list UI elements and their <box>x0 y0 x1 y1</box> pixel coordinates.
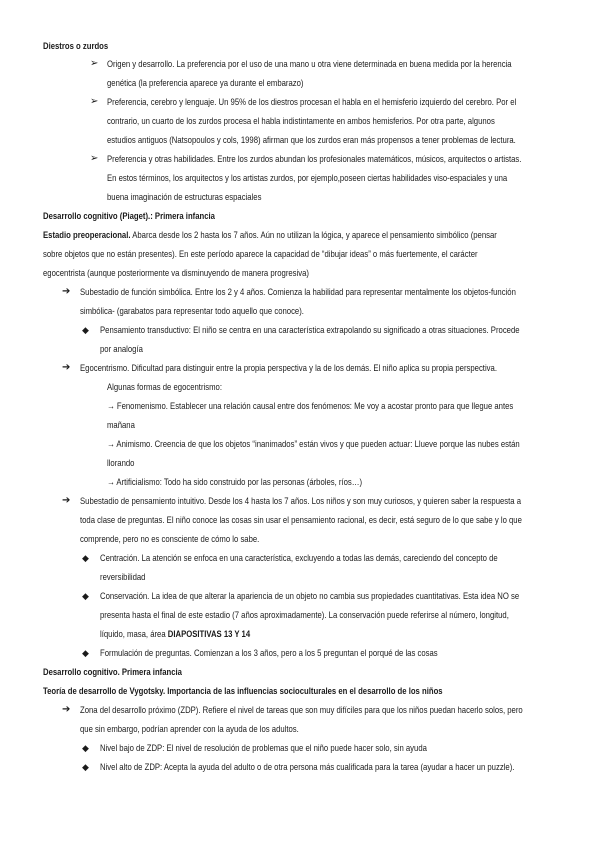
bullet-line: Centración. La atención se enfoca en una característica, excluyendo a todas las demás, careciendo del concepto de <box>100 553 498 563</box>
bullet-line: toda clase de preguntas. El niño conoce las cosas sin usar el pensamiento racional, es decir, está seguro de lo que sabe y lo que <box>80 515 522 525</box>
egocentrism-forms-line: → Animismo. Creencia de que los objetos “inanimados” están vivos y que pueden actuar: Llueve porque las nubes están <box>107 439 520 449</box>
egocentrism-forms-line: mañana <box>107 420 135 430</box>
bullet-line: estudios antiguos (Natsopoulos y cols, 1998) afirman que los zurdos eran más propensos a tener problemas de lectura. <box>107 135 516 145</box>
bullet-line: Pensamiento transductivo: El niño se centra en una característica extrapolando su significado a otras situaciones. Procede <box>100 325 520 335</box>
bullet-line: genética (la preferencia aparece ya durante el embarazo) <box>107 78 304 88</box>
bullet-line: En estos términos, los arquitectos y los artistas zurdos, por ejemplo,poseen ciertas habilidades viso-espaciales y una <box>107 173 508 183</box>
bullet-line: Preferencia y otras habilidades. Entre los zurdos abundan los profesionales matemáticos, músicos, arquitectos o artistas. <box>107 154 522 164</box>
diamond-bullet-icon: ◆ <box>82 762 89 772</box>
slides-reference: DIAPOSITIVAS 13 Y 14 <box>167 629 251 639</box>
bullet-line: Subestadio de pensamiento intuitivo. Desde los 4 hasta los 7 años. Los niños y son muy curiosos, y quieren saber la respuesta a <box>80 496 522 506</box>
bullet-line: buena imaginación de estructuras espaciales <box>107 192 262 202</box>
egocentrism-forms-line: llorando <box>107 458 135 468</box>
bullet-line: Zona del desarrollo próximo (ZDP). Refiere el nivel de tareas que son muy difíciles para que los niños puedan hacerlo solos, pero <box>80 705 523 715</box>
diamond-bullet-icon: ◆ <box>82 553 89 563</box>
bullet-line: Conservación. La idea de que alterar la apariencia de un objeto no cambia sus propiedades cuantitativas. Esta idea NO se <box>100 591 520 601</box>
intro-text: Abarca desde los 2 hasta los 7 años. Aún no utilizan la lógica, y aparece el pensamiento simbólico (pensar <box>130 230 497 240</box>
bullet-line: Origen y desarrollo. La preferencia por el uso de una mano u otra viene determinada en buena medida por la herencia <box>107 59 512 69</box>
arrow-bullet-icon: ➔ <box>62 362 71 373</box>
section-subheading: Teoría de desarrollo de Vygotsky. Importancia de las influencias socioculturales en el desarrollo de los niños <box>43 686 443 696</box>
diamond-bullet-icon: ◆ <box>82 591 89 601</box>
bullet-line <box>100 628 250 640</box>
section-heading: Desarrollo cognitivo. Primera infancia <box>43 667 182 677</box>
diamond-bullet-icon: ◆ <box>82 743 89 753</box>
bullet-line: contrario, un cuarto de los zurdos procesa el habla indistintamente en ambos hemisferios. Por otra parte, algunos <box>107 116 495 126</box>
arrow-bullet-icon: ➔ <box>62 704 71 715</box>
paragraph-line <box>43 229 497 241</box>
conservation-text: líquido, masa, área <box>100 629 168 639</box>
bullet-line: Subestadio de función simbólica. Entre los 2 y 4 años. Comienza la habilidad para representar mentalmente los objetos-función <box>80 287 516 297</box>
section-heading: Desarrollo cognitivo (Piaget).: Primera infancia <box>43 211 215 221</box>
arrowhead-bullet-icon: ➢ <box>90 96 99 107</box>
bullet-line: comprende, pero no es consciente de cómo lo sabe. <box>80 534 260 544</box>
bullet-line: Nivel bajo de ZDP: El nivel de resolución de problemas que el niño puede hacer solo, sin ayuda <box>100 743 427 753</box>
bullet-line: por analogía <box>100 344 143 354</box>
bullet-line: Egocentrismo. Dificultad para distinguir entre la propia perspectiva y la de los demás. El niño aplica su propia perspectiva. <box>80 363 497 373</box>
diamond-bullet-icon: ◆ <box>82 648 89 658</box>
egocentrism-forms-line: → Fenomenismo. Establecer una relación causal entre dos fenómenos: Me voy a acostar pronto para que llegue antes <box>107 401 514 411</box>
bullet-line: reversibilidad <box>100 572 146 582</box>
intro-bold-label: Estadio preoperacional. <box>43 230 131 240</box>
section-heading: Diestros o zurdos <box>43 41 109 51</box>
bullet-line: simbólica- (garabatos para representar todo aquello que conoce). <box>80 306 304 316</box>
arrowhead-bullet-icon: ➢ <box>90 153 99 164</box>
paragraph-line: egocentrista (aunque posteriormente va disminuyendo de manera progresiva) <box>43 268 309 278</box>
bullet-line: Formulación de preguntas. Comienzan a los 3 años, pero a los 5 preguntan el porqué de las cosas <box>100 648 438 658</box>
bullet-line: presenta hasta el final de este estadio (7 años aproximadamente). La conservación puede referirse al número, longitud, <box>100 610 509 620</box>
egocentrism-forms-line: Algunas formas de egocentrismo: <box>107 382 222 392</box>
bullet-line: Preferencia, cerebro y lenguaje. Un 95% de los diestros procesan el habla en el hemisferio izquierdo del cerebro. Por el <box>107 97 517 107</box>
arrow-bullet-icon: ➔ <box>62 286 71 297</box>
bullet-line: que sin embargo, podrían aprender con la ayuda de los adultos. <box>80 724 299 734</box>
egocentrism-forms-line: → Artificialismo: Todo ha sido construido por las personas (árboles, ríos…) <box>107 477 363 487</box>
bullet-line: Nivel alto de ZDP: Acepta la ayuda del adulto o de otra persona más cualificada para la tarea (ayudar a hacer un puzzle). <box>100 762 515 772</box>
arrow-bullet-icon: ➔ <box>62 495 71 506</box>
diamond-bullet-icon: ◆ <box>82 325 89 335</box>
arrowhead-bullet-icon: ➢ <box>90 58 99 69</box>
paragraph-line: sobre objetos que no están presentes). En este período aparece la capacidad de “dibujar ideas” o más fuertemente, el carácter <box>43 249 478 259</box>
